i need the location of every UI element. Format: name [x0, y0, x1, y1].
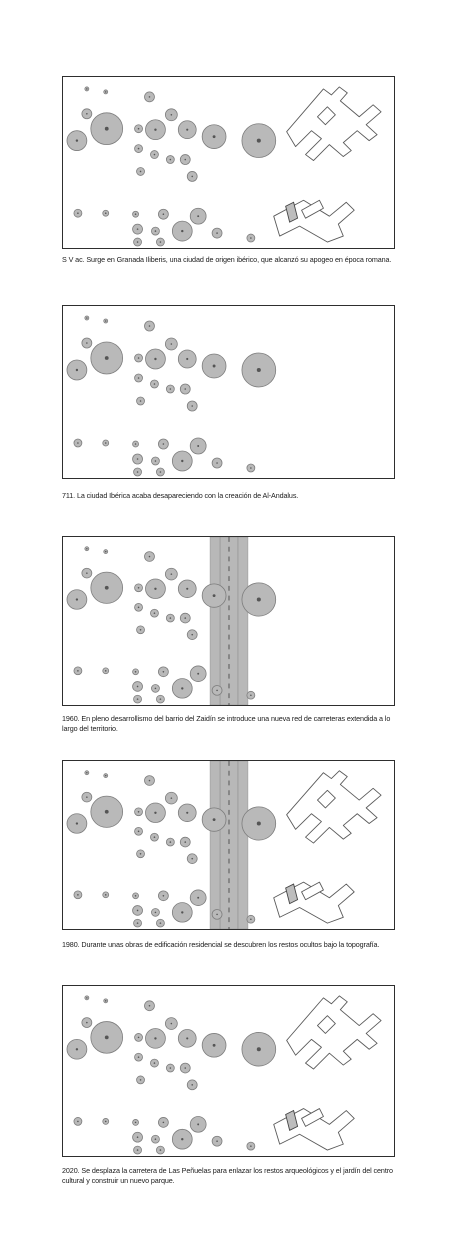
- trees: [67, 996, 276, 1154]
- panel-1-caption: S V ac. Surge en Granada Iliberis, una ciudad de origen ibérico, que alcanzó su apogeo en época romana.: [62, 255, 392, 264]
- road: [210, 537, 248, 705]
- road: [210, 761, 248, 929]
- archaeological-ruins: [274, 87, 381, 242]
- archaeological-ruins: [274, 771, 381, 923]
- sketch-drawing: [63, 306, 394, 478]
- panel-1-sketch: [62, 76, 395, 249]
- panel-3-caption: 1960. En pleno desarrollismo del barrio del Zaidín se introduce una nueva red de carreteras extendida a lo largo del territorio.: [62, 714, 391, 733]
- sketch-drawing: [63, 537, 394, 705]
- trees: [67, 87, 276, 246]
- panel-2-caption: 711. La ciudad Ibérica acaba desapareciendo con la creación de Al-Andalus.: [62, 491, 299, 500]
- panel-5-caption: 2020. Se desplaza la carretera de Las Peñuelas para enlazar los restos arqueológicos y el jardín del centro cultural y construir un nuevo parque.: [62, 1166, 393, 1185]
- panel-2-sketch: [62, 305, 395, 479]
- archaeological-ruins: [274, 996, 381, 1150]
- panel-4-sketch: [62, 760, 395, 930]
- trees: [67, 316, 276, 476]
- panel-5-sketch: [62, 985, 395, 1157]
- sketch-drawing: [63, 761, 394, 929]
- panel-4-caption: 1980. Durante unas obras de edificación residencial se descubren los restos ocultos bajo la topografía.: [62, 940, 380, 949]
- panel-3-sketch: [62, 536, 395, 706]
- sketch-drawing: [63, 77, 394, 248]
- sketch-drawing: [63, 986, 394, 1156]
